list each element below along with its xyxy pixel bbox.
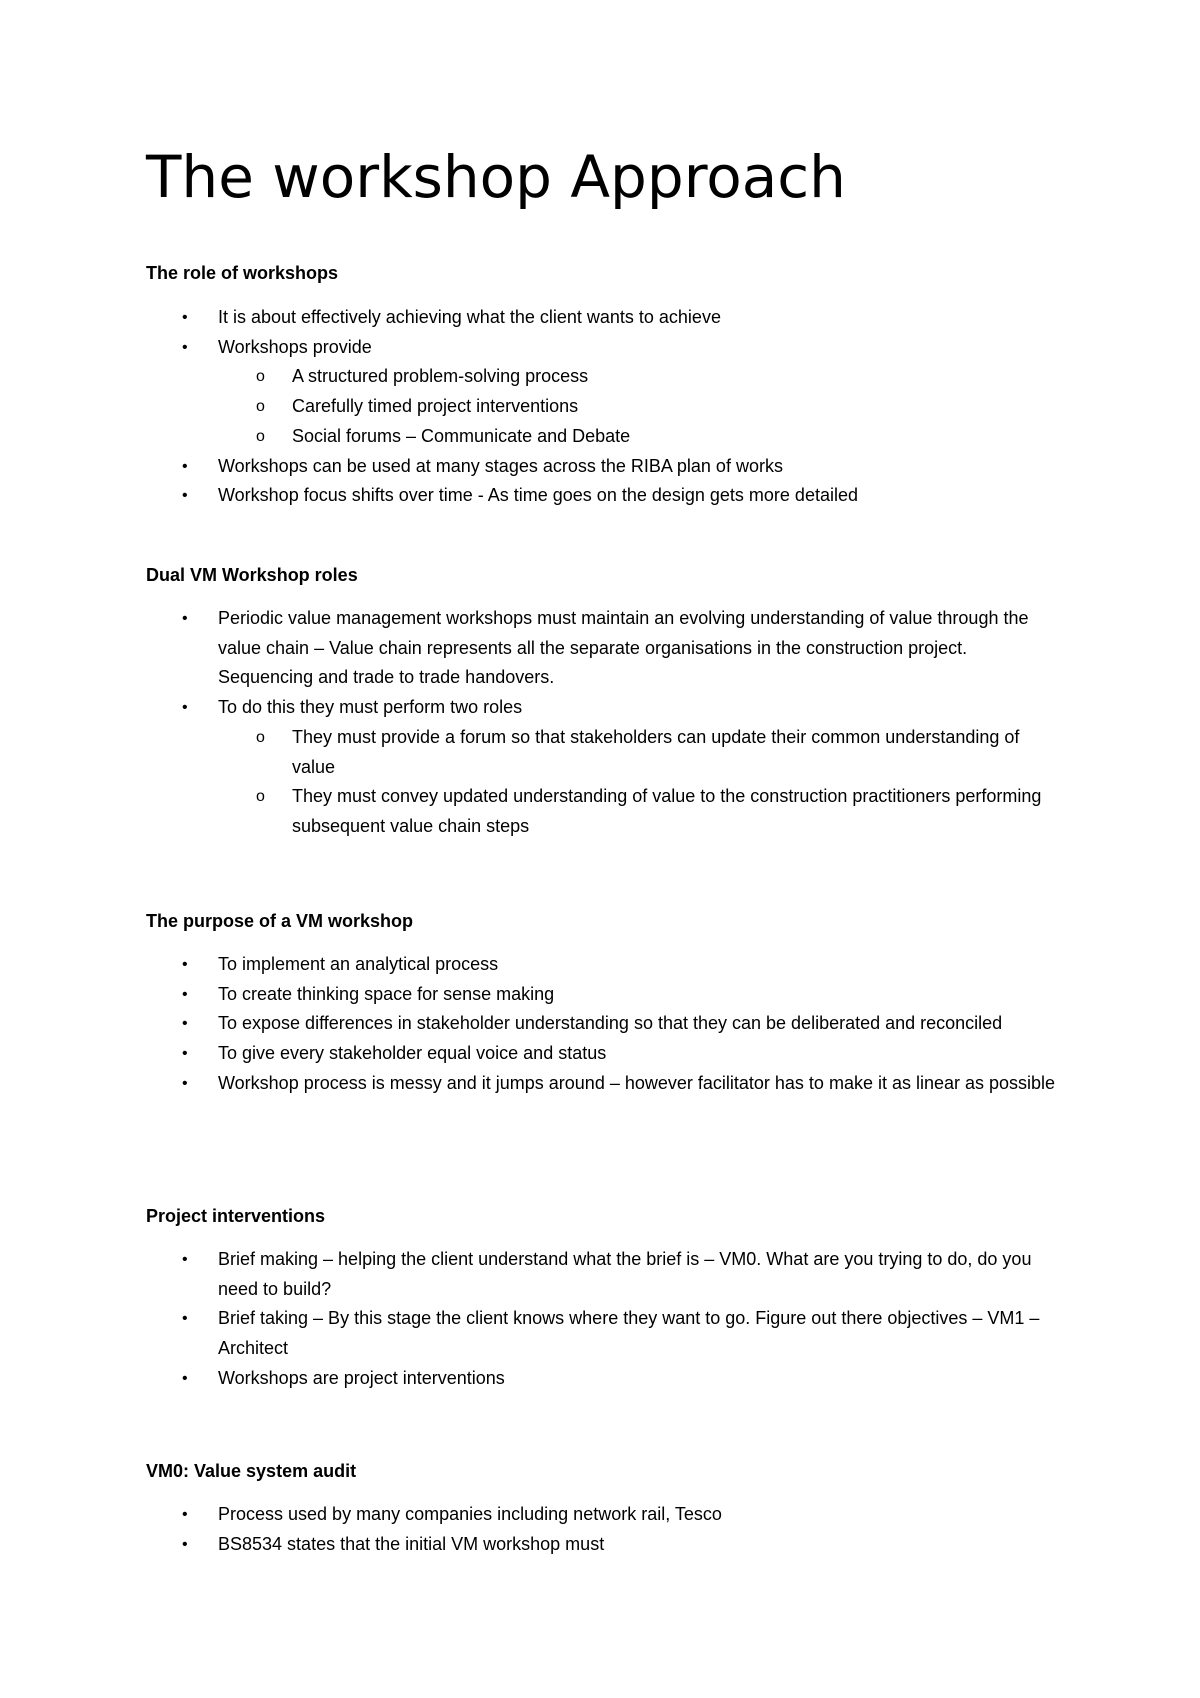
list-item-text: To do this they must perform two roles [218,697,523,718]
sub-bullet-icon: o [256,728,265,746]
section-heading: VM0: Value system audit [146,1461,357,1481]
page-title: The workshop Approach [146,143,846,211]
sub-list-item [0,723,1058,782]
list-item [0,452,1058,482]
bullet-list [0,950,1058,1099]
list-item-text: To create thinking space for sense making [218,983,555,1004]
bullet-list [0,303,1058,511]
bullet-icon: • [182,1251,188,1268]
bullet-icon: • [182,1310,188,1328]
bullet-list [0,1245,1058,1394]
sub-list-item [0,362,1058,392]
sub-bullet-icon: o [256,398,265,416]
bullet-list [0,1500,1058,1559]
list-item-text: Brief making – helping the client understand what the brief is – VM0. What are you trying to do, do you need to build? [218,1249,1032,1299]
list-item-text: Brief taking – By this stage the client knows where they want to go. Figure out there objectives – VM1 – Architect [218,1308,1040,1359]
sub-bullet-icon: o [256,368,265,386]
list-item [0,1304,1058,1363]
bullet-icon: • [182,487,188,505]
list-item-text: Periodic value management workshops must maintain an evolving understanding of value through the value chain – Value chain represents all the separate organisations in the construction project. Sequencing and trade to trade handovers. [218,608,1029,688]
list-item-text: BS8534 states that the initial VM workshop must [218,1533,605,1554]
list-item [0,1530,1058,1560]
sub-list-item [0,782,1058,841]
list-item [0,1039,1058,1069]
list-item [0,333,1058,363]
bullet-icon: • [182,309,188,326]
list-item-text: Workshops provide [218,336,372,357]
sub-list-item [0,392,1058,422]
list-item [0,1364,1058,1394]
bullet-icon: • [182,985,188,1003]
section-heading: The role of workshops [146,263,339,283]
sub-bullet-icon: o [256,427,265,445]
list-item [0,604,1058,693]
list-item-text: Workshops can be used at many stages across the RIBA plan of works [218,455,783,476]
sub-list-item-text: A structured problem-solving process [292,366,589,387]
bullet-icon: • [182,1045,188,1063]
section-heading: The purpose of a VM workshop [146,911,414,931]
list-item [0,693,1058,723]
section-heading: Dual VM Workshop roles [146,565,358,585]
bullet-icon: • [182,1506,188,1523]
section-heading: Project interventions [146,1206,326,1226]
list-item-text: Workshop focus shifts over time - As time goes on the design gets more detailed [218,485,858,506]
sub-list-item-text: Carefully timed project interventions [292,396,579,417]
list-item [0,950,1058,980]
sub-list-item-text: Social forums – Communicate and Debate [292,425,631,446]
sub-list-item-text: They must convey updated understanding of value to the construction practitioners performing subsequent value chain steps [292,786,1042,836]
list-item-text: It is about effectively achieving what the client wants to achieve [218,307,721,327]
list-item-text: To implement an analytical process [218,954,499,974]
list-item-text: Process used by many companies including network rail, Tesco [218,1504,722,1524]
bullet-icon: • [182,1074,188,1092]
list-item-text: Workshops are project interventions [218,1367,505,1388]
bullet-list [0,604,1058,842]
bullet-icon: • [182,699,188,717]
bullet-icon: • [182,1369,188,1387]
list-item [0,481,1058,511]
bullet-icon: • [182,338,188,356]
bullet-icon: • [182,457,188,475]
sub-list-item-text: They must provide a forum so that stakeholders can update their common understanding of value [292,726,1020,777]
list-item-text: Workshop process is messy and it jumps around – however facilitator has to make it as linear as possible [218,1072,1056,1093]
list-item-text: To give every stakeholder equal voice and status [218,1043,607,1064]
bullet-icon: • [182,610,188,627]
list-item [0,303,1058,333]
list-item [0,980,1058,1010]
list-item [0,1009,1058,1039]
sub-list-item [0,422,1058,452]
sub-bullet-icon: o [256,788,265,806]
list-item [0,1069,1058,1099]
bullet-icon: • [182,956,188,973]
list-item [0,1500,1058,1530]
bullet-icon: • [182,1015,188,1033]
list-item-text: To expose differences in stakeholder understanding so that they can be deliberated and reconciled [218,1013,1003,1034]
bullet-icon: • [182,1535,188,1553]
list-item [0,1245,1058,1304]
